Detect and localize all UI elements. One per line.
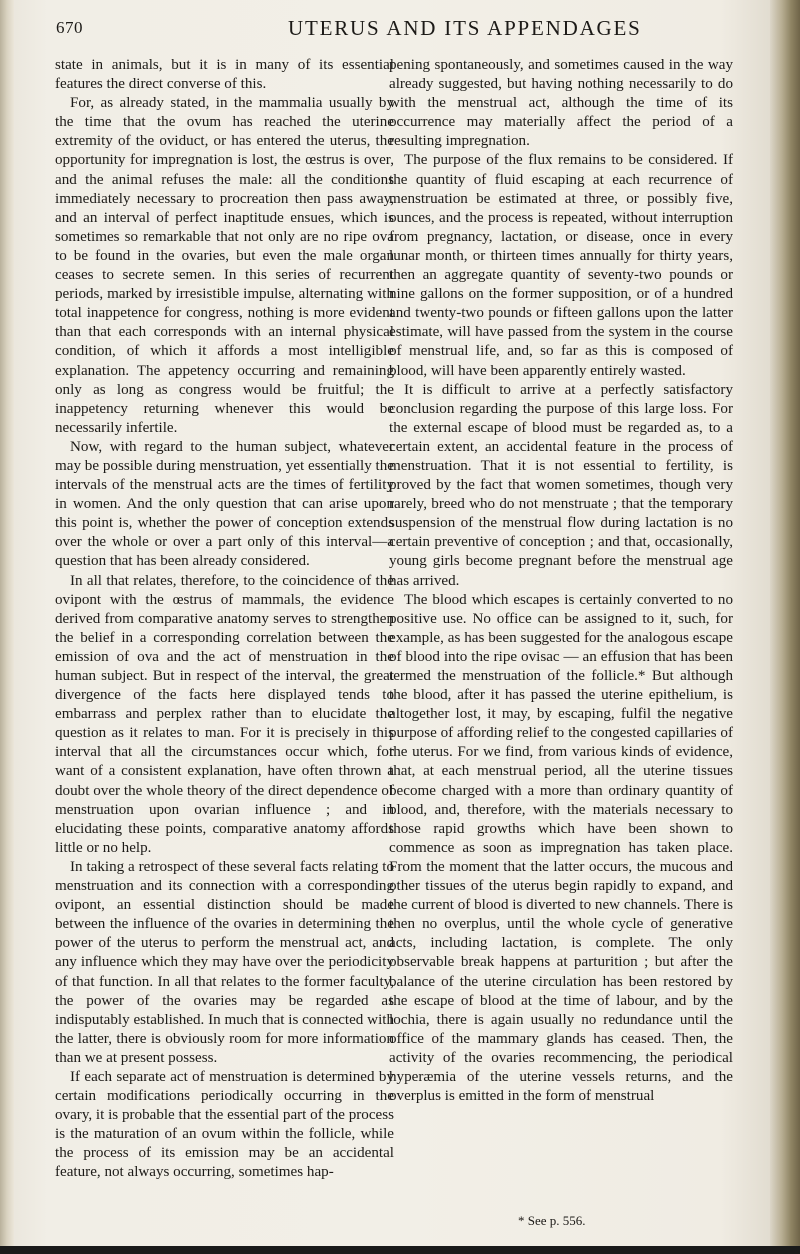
page-left-edge [0,0,14,1254]
page-right-edge [770,0,800,1254]
paragraph: In taking a retrospect of these several facts relating to menstruation and its connection with a corresponding ovipont, an essential distinction should be made between the influence of the ovaries in determining the power of the uterus to perform the menstrual act, and any influence which they may have over the periodicity of that function. In all that relates to the former faculty, the power of the ovaries may be regarded as indisputably established. In much that is connected with the latter, there is obviously room for more information than we at present possess. [55,858,394,1066]
paragraph: For, as already stated, in the mammalia usually by the time that the ovum has reached the uterine extremity of the oviduct, or has entered the uterus, the opportunity for impregnation is lost, the œstrus is over, and the animal refuses the male: all the conditions immediately necessary to procreation then pass away, and an interval of perfect inaptitude ensues, which is sometimes so remarkable that not only are no ripe ova to be found in the ovaries, but even the male organ ceases to secrete semen. In this series of recurrent periods, marked by irresistible impulse, alternating with total inappetence for congress, nothing is more evident than that each corresponds with an internal physical condition, of which it affords a most intelligible explanation. The appetency occurring and remaining only as long as congress would be fruitful; the inappetency returning whenever this would be necessarily infertile. [55,95,394,436]
page-number: 670 [56,18,83,37]
page-header [56,16,756,50]
paragraph: It is difficult to arrive at a perfectly satisfactory conclusion regarding the purpose of this large loss. For the external escape of blood must be regarded as, to a certain extent, an accidental feature in the process of menstruation. That it is not essential to fertility, is proved by the fact that women sometimes, though very rarely, breed who do not menstruate ; that the temporary suspension of the menstrual flow during lactation is no certain preventive of conception ; and that, occasionally, young girls become pregnant before the menstrual age has arrived. [389,381,733,589]
paragraph: Now, with regard to the human subject, whatever may be possible during menstruation, yet essentially the intervals of the menstrual acts are the times of fertility in women. And the only question that can arise upon this point is, whether the power of conception extends over the whole or over a part only of this interval—a question that has been already considered. [55,438,394,570]
right-column [389,56,733,1106]
paragraph: The purpose of the flux remains to be considered. If the quantity of fluid escaping at each recurrence of menstruation be estimated at three, or possibly five, ounces, and the process is repeated, without interruption from pregnancy, lactation, or disease, once in every lunar month, or thirteen times annually for thirty years, then an aggregate quantity of seventy-two pounds or nine gallons on the former supposition, or of a hundred and twenty-two pounds or fifteen gallons upon the latter estimate, will have passed from the system in the course of menstrual life, and, so far as this is composed of blood, will have been apparently entirely wasted. [389,152,733,379]
bottom-edge [0,1246,800,1254]
footnote: * See p. 556. [518,1213,586,1228]
paragraph: The blood which escapes is certainly converted to no positive use. No office can be assigned to it, such, for example, as has been suggested for the analogous escape of blood into the ripe ovisac — an effusion that has been termed the menstruation of the follicle.* But although the blood, after it has passed the uterine epithelium, is altogether lost, it may, by escaping, fulfil the negative purpose of affording relief to the congested capillaries of the uterus. For we find, from various kinds of evidence, that, at each menstrual period, all the uterine tissues become charged with a more than ordinary quantity of blood, and, therefore, with the materials necessary to those rapid growths which have been shown to commence as soon as impregnation has taken place. From the moment that the latter occurs, the mucous and other tissues of the uterus begin rapidly to expand, and the current of blood is diverted to new channels. There is then no overplus, until the whole cycle of generative acts, including lactation, is complete. The only observable break happens at parturition ; but after the balance of the uterine circulation has been restored by the escape of blood at the time of labour, and by the lochia, there is again usually no redundance until the office of the mammary glands has ceased. Then, the activity of the ovaries recommencing, the periodical hyperæmia of the uterine vessels returns, and the overplus is emitted in the form of menstrual [389,591,733,1105]
paragraph: If each separate act of menstruation is determined by certain modifications periodically occurring in the ovary, it is probable that the essential part of the process is the maturation of an ovum within the follicle, while the process of its emission may be an accidental feature, not always occurring, sometimes hap- [55,1068,394,1181]
left-column [55,56,394,1183]
running-head: UTERUS AND ITS APPENDAGES [288,16,642,40]
paragraph: In all that relates, therefore, to the coincidence of the ovipont with the œstrus of mammals, the evidence derived from comparative anatomy serves to strengthen the belief in a corresponding correlation between the emission of ova and the act of menstruation in the human subject. But in respect of the interval, the great divergence of the facts here displayed tends to embarrass and perplex rather than to elucidate the question as it relates to man. For it is precisely in this interval that all the circumstances occur which, for want of a consistent explanation, have often thrown a doubt over the whole theory of the direct dependence of menstruation upon ovarian influence ; and in elucidating these points, comparative anatomy affords little or no help. [55,572,394,856]
paragraph: pening spontaneously, and sometimes caused in the way already suggested, but having nothing necessarily to do with the menstrual act, although the time of its occurrence may materially affect the period of a resulting impregnation. [389,57,733,150]
paragraph: state in animals, but it is in many of its essential features the direct converse of this. [55,57,394,93]
